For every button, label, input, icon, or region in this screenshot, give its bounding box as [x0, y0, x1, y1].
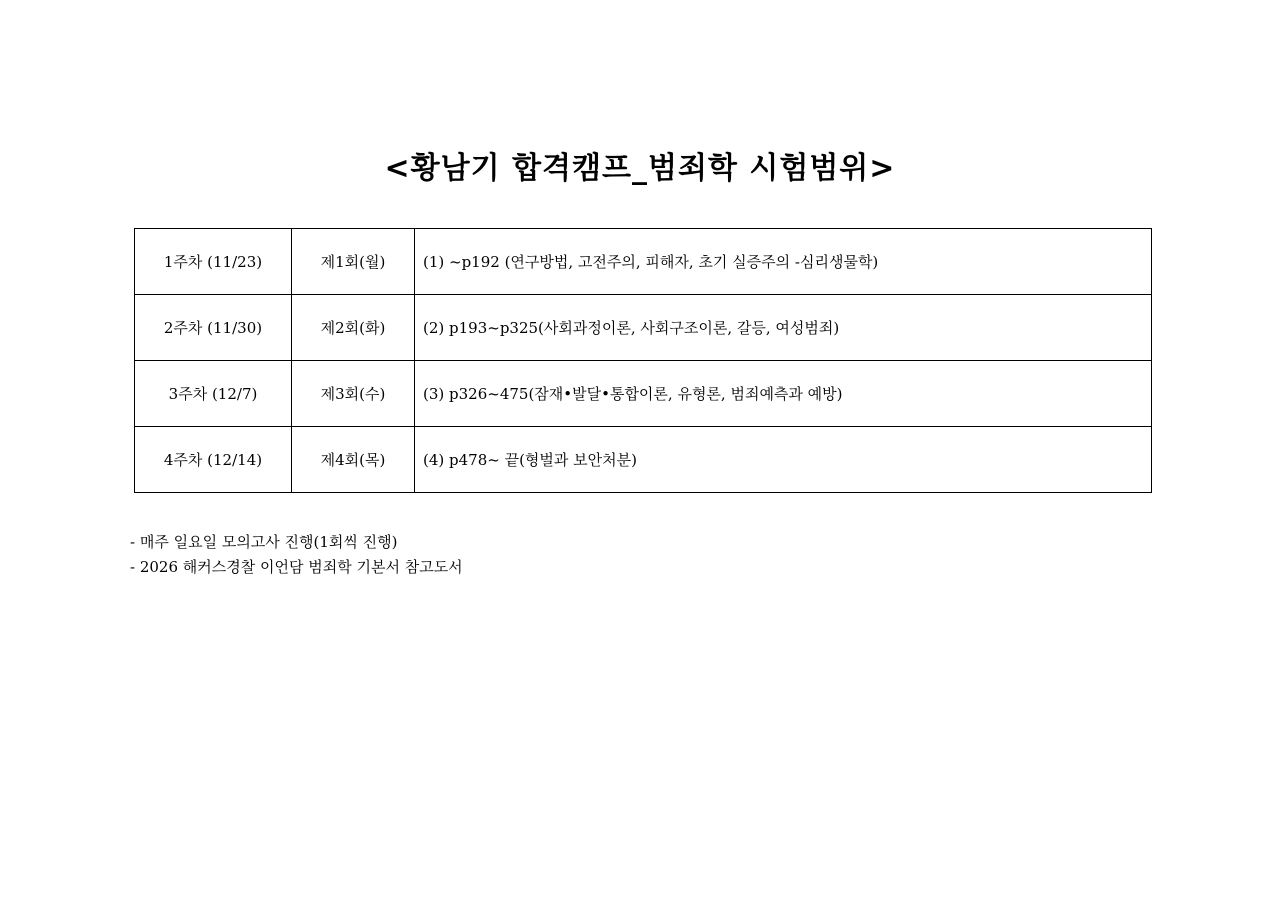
range-cell: (1) ~p192 (연구방법, 고전주의, 피해자, 초기 실증주의 -심리생물학): [415, 229, 1152, 295]
session-cell: 제4회(목): [292, 427, 415, 493]
week-cell: 3주차 (12/7): [135, 361, 292, 427]
week-cell: 4주차 (12/14): [135, 427, 292, 493]
range-cell: (3) p326~475(잠재•발달•통합이론, 유형론, 범죄예측과 예방): [415, 361, 1152, 427]
notes: [130, 530, 463, 580]
page-title: <황남기 합격캠프_범죄학 시험범위>: [384, 151, 896, 186]
session-cell: 제3회(수): [292, 361, 415, 427]
session-cell: 제1회(월): [292, 229, 415, 295]
schedule-table: [134, 228, 1152, 493]
table-row: [135, 229, 1152, 295]
note-reference-book: - 2026 해커스경찰 이언담 범죄학 기본서 참고도서: [130, 558, 463, 576]
week-cell: 2주차 (11/30): [135, 295, 292, 361]
note-mock-exam: - 매주 일요일 모의고사 진행(1회씩 진행): [130, 533, 398, 551]
session-cell: 제2회(화): [292, 295, 415, 361]
table-row: [135, 295, 1152, 361]
week-cell: 1주차 (11/23): [135, 229, 292, 295]
range-cell: (2) p193~p325(사회과정이론, 사회구조이론, 갈등, 여성범죄): [415, 295, 1152, 361]
table-row: [135, 427, 1152, 493]
table-row: [135, 361, 1152, 427]
range-cell: (4) p478~ 끝(형벌과 보안처분): [415, 427, 1152, 493]
